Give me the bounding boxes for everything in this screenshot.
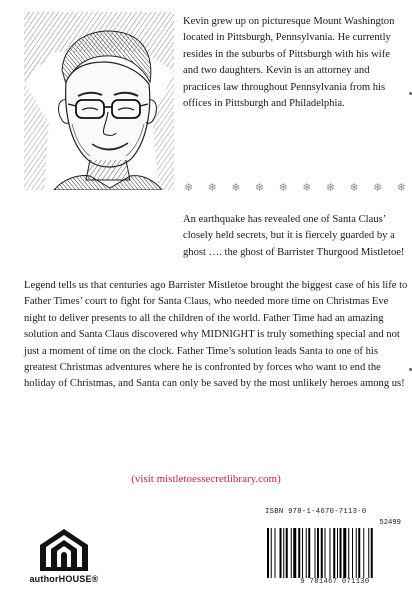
snowflake-divider — [184, 180, 406, 194]
barcode-bar — [291, 528, 292, 578]
barcode-bar — [271, 528, 272, 578]
barcode-bar — [363, 528, 364, 578]
snowflake-icon: ❄ — [349, 181, 359, 194]
barcode-bar — [298, 528, 300, 578]
barcode-bar — [333, 528, 335, 578]
barcode-bar — [368, 528, 369, 578]
snowflake-icon: ❄ — [184, 181, 194, 194]
barcode-bar — [321, 528, 323, 578]
barcode-bar — [348, 528, 349, 578]
snowflake-icon: ❄ — [396, 181, 406, 194]
barcode-bar — [286, 528, 288, 578]
barcode-bar — [337, 528, 338, 578]
barcode-bar — [358, 528, 360, 578]
barcode-bar — [340, 528, 342, 578]
barcode-bar — [267, 528, 269, 578]
barcode-bars — [265, 528, 405, 578]
barcode-bar — [293, 528, 296, 578]
barcode-bar — [308, 528, 310, 578]
barcode-bar — [343, 528, 346, 578]
barcode-bar — [352, 528, 353, 578]
author-bio: Kevin grew up on picturesque Mount Washington located in Pittsburgh, Pennsylvania. He currently resides in the suburbs of Pittsburgh with his wife and two daughters. Kevin is an attorney and practices law throughout Pennsylvania from his offices in Pittsburgh and Philadelphia. — [183, 16, 395, 110]
barcode-bar — [315, 528, 316, 578]
snowflake-icon: ❄ — [278, 181, 288, 194]
barcode-bar — [317, 528, 319, 578]
snowflake-icon: ❄ — [302, 181, 312, 194]
barcode-bar — [302, 528, 303, 578]
snowflake-icon: ❄ — [207, 181, 217, 194]
snowflake-icon: ❄ — [373, 181, 383, 194]
publisher-name: authorHOUSE® — [29, 574, 99, 584]
barcode-bar — [371, 528, 373, 578]
snowflake-icon: ❄ — [254, 181, 265, 194]
barcode-number: 9 781467 071130 — [300, 578, 370, 586]
snowflake-icon: ❄ — [325, 181, 336, 194]
price-code: 52499 — [379, 519, 401, 527]
barcode-bar — [356, 528, 357, 578]
blurb-intro: An earthquake has revealed one of Santa Claus’ closely held secrets, but it is fiercely guarded by a ghost …. the ghost of Barrister Thurgood Mistletoe! — [183, 214, 405, 258]
blurb-main: Legend tells us that centuries ago Barrister Mistletoe brought the biggest case of his life to Father Times’ court to fight for Santa Claus, who needed more time on Christmas Eve night to deliver presents to all the children of the world. Father Time had an amazing solution and Santa Claus discovered why MIDNIGHT is truly something special and not just a moment of time on the clock. Father Time’s solution leads Santa to one of his greatest Christmas adventures where he is confronted by forces who want to end the holiday of Christmas, and Santa can only be saved by the most unlikely heroes among us! — [24, 280, 408, 390]
author-portrait-sketch — [24, 12, 174, 190]
barcode-bar — [275, 528, 276, 578]
barcode-bar — [325, 528, 326, 578]
barcode-bar — [280, 528, 282, 578]
barcode-bar — [330, 528, 331, 578]
isbn-barcode — [265, 508, 405, 588]
website-link[interactable]: (visit mistletoessecretlibrary.com) — [131, 473, 281, 485]
barcode-bar — [283, 528, 284, 578]
snowflake-icon: ❄ — [231, 181, 241, 194]
isbn-number: ISBN 978-1-4670-7113-0 — [265, 508, 367, 516]
barcode-bar — [306, 528, 307, 578]
